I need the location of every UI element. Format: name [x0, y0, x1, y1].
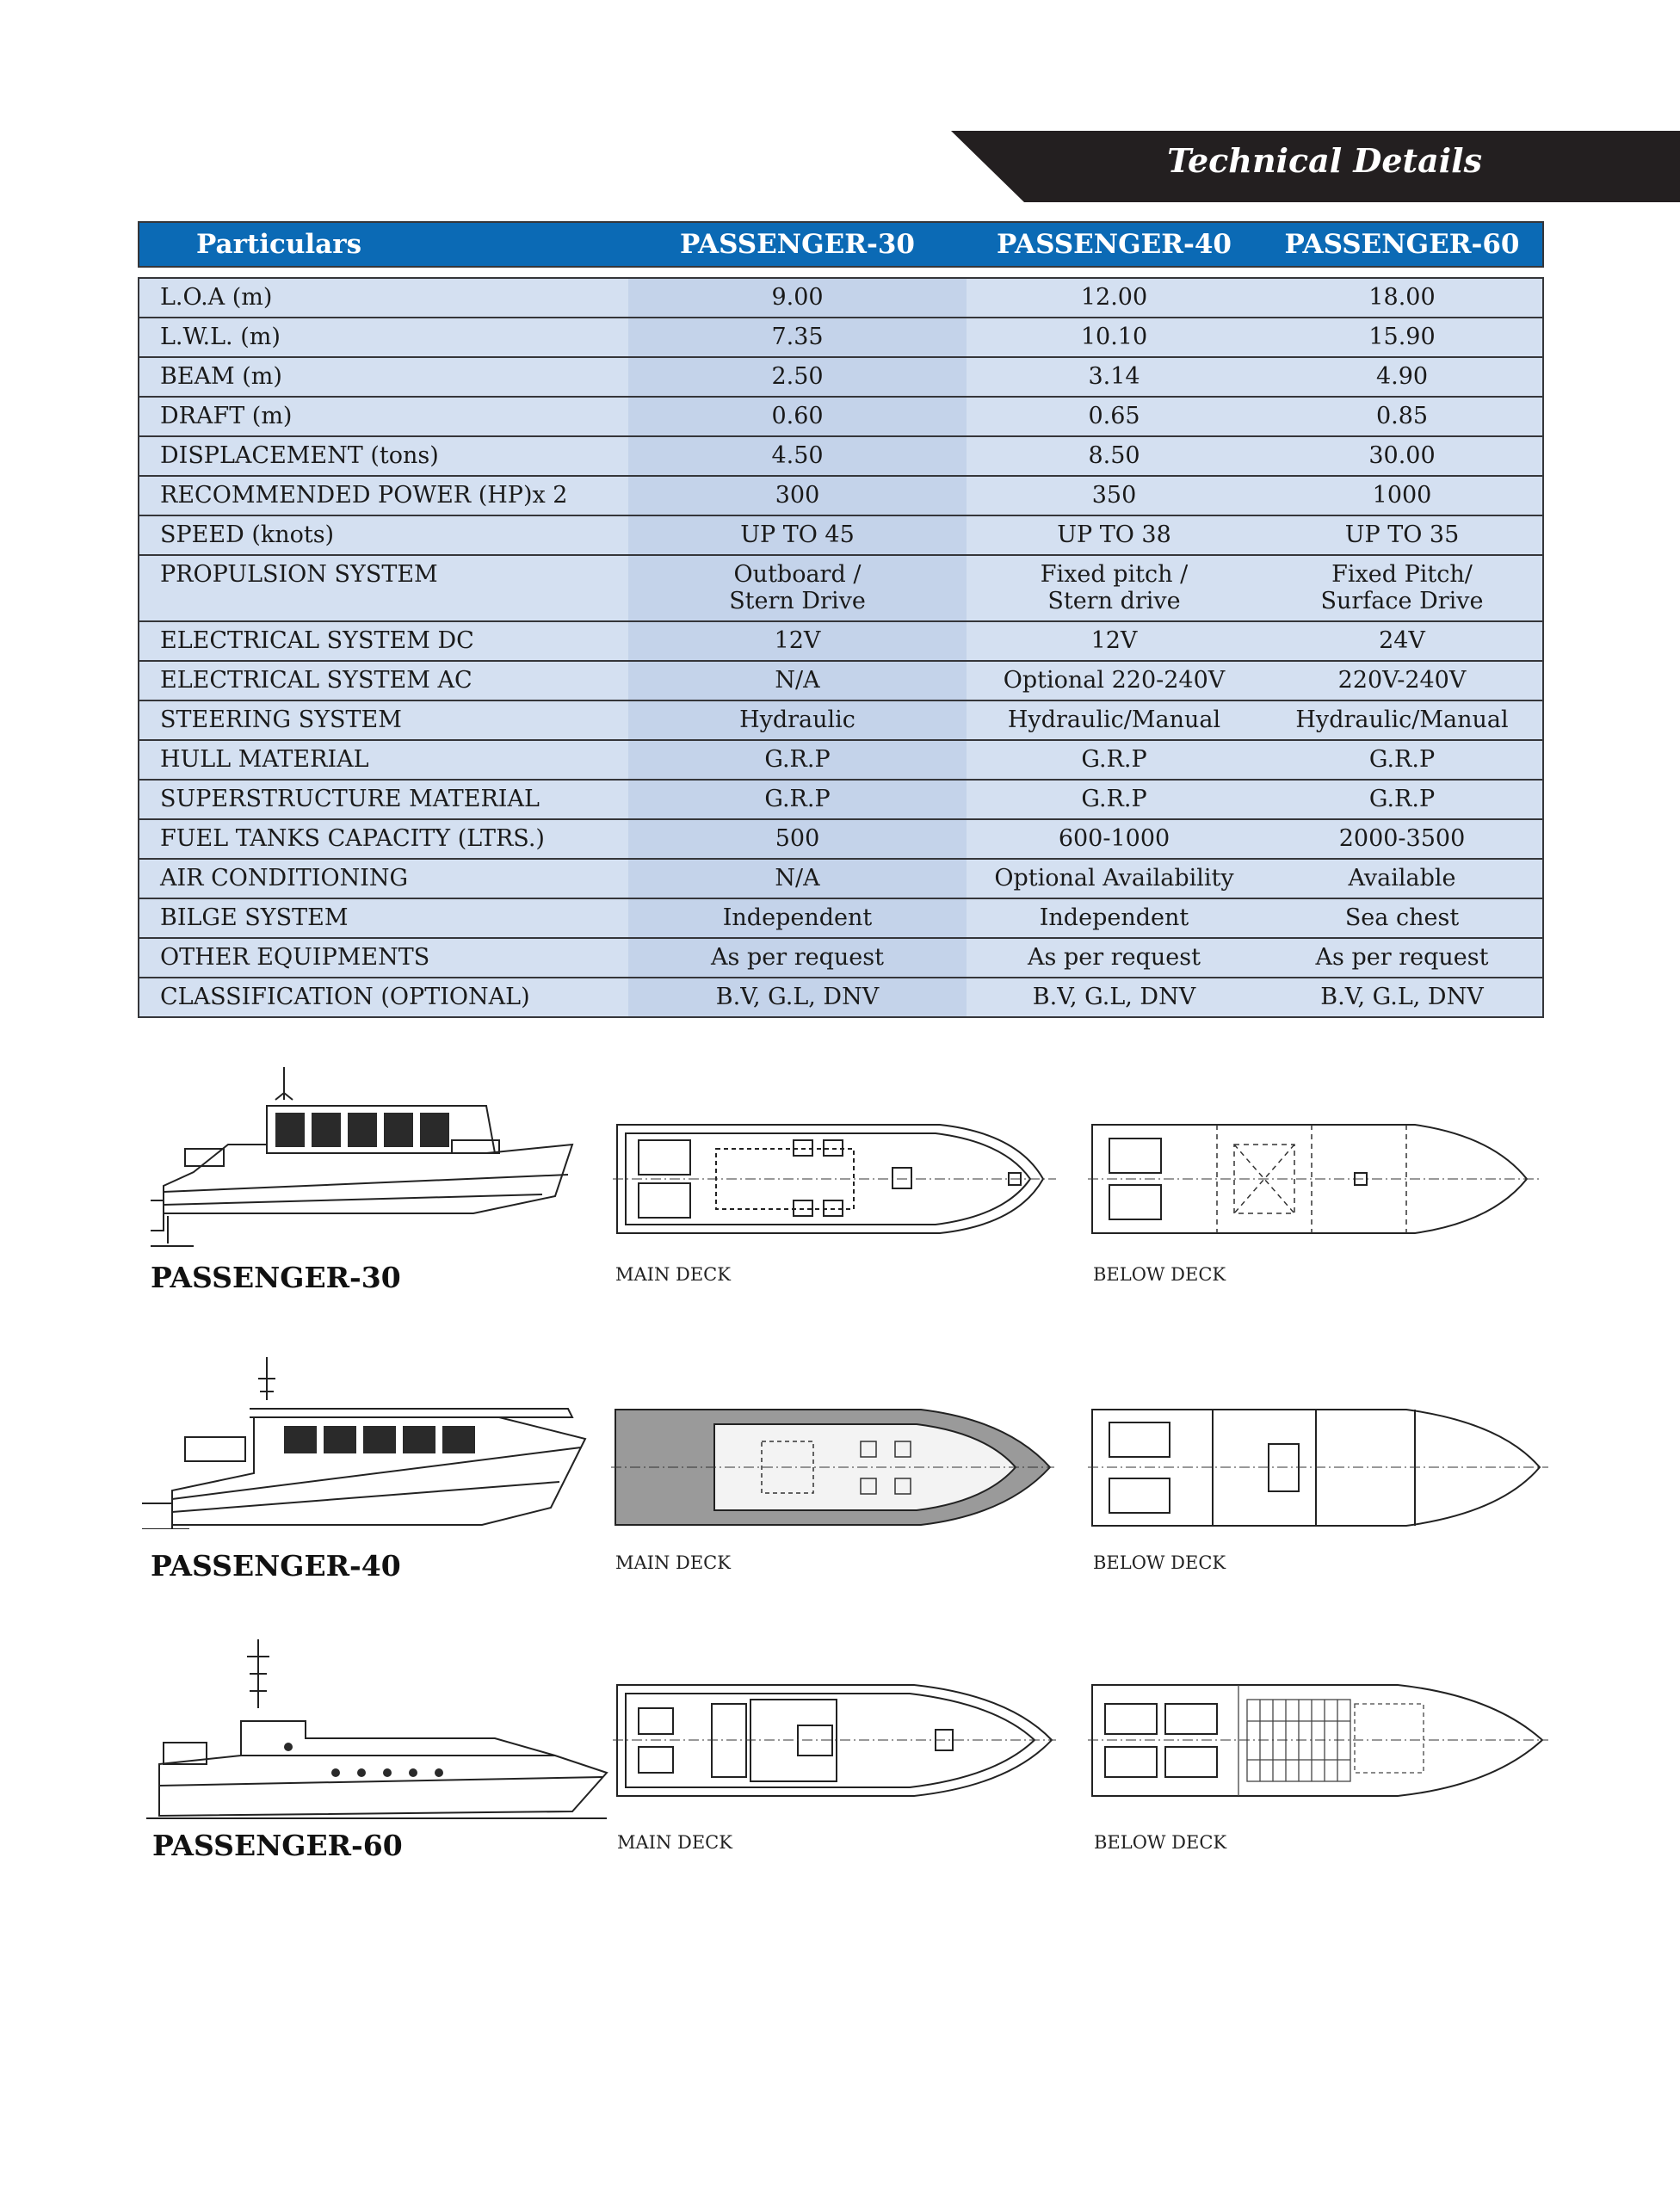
passenger-30-main-deck-caption: MAIN DECK	[615, 1264, 731, 1285]
cell-passenger-30: Outboard / Stern Drive	[628, 556, 967, 622]
cell-passenger-30: G.R.P	[628, 781, 967, 820]
row-label: L.O.A (m)	[138, 277, 628, 318]
passenger-30-title: PASSENGER-30	[151, 1261, 401, 1294]
cell-passenger-30: UP TO 45	[628, 516, 967, 556]
row-label: AIR CONDITIONING	[138, 860, 628, 899]
cell-passenger-60: 0.85	[1262, 398, 1544, 437]
passenger-60-below-deck-caption: BELOW DECK	[1094, 1832, 1227, 1853]
column-header-passenger-30: PASSENGER-30	[628, 221, 967, 268]
cell-passenger-60: G.R.P	[1262, 741, 1544, 781]
cell-passenger-60: 4.90	[1262, 358, 1544, 398]
table-header-row	[138, 221, 1544, 268]
cell-passenger-60: 2000-3500	[1262, 820, 1544, 860]
cell-passenger-40: 3.14	[967, 358, 1262, 398]
passenger-30-main-deck-drawing	[613, 1114, 1060, 1243]
table-row	[138, 622, 1544, 662]
passenger-60-main-deck-caption: MAIN DECK	[617, 1832, 732, 1853]
table-row	[138, 556, 1544, 622]
passenger-60-profile-drawing	[142, 1635, 611, 1824]
cell-passenger-60: As per request	[1262, 939, 1544, 978]
cell-passenger-60: Available	[1262, 860, 1544, 899]
cell-passenger-40: B.V, G.L, DNV	[967, 978, 1262, 1018]
cell-passenger-30: 7.35	[628, 318, 967, 358]
table-row	[138, 398, 1544, 437]
cell-passenger-60: B.V, G.L, DNV	[1262, 978, 1544, 1018]
row-label: SUPERSTRUCTURE MATERIAL	[138, 781, 628, 820]
cell-passenger-40: 12V	[967, 622, 1262, 662]
technical-details-banner	[951, 131, 1680, 202]
table-row	[138, 781, 1544, 820]
cell-passenger-60: G.R.P	[1262, 781, 1544, 820]
cell-passenger-40: Hydraulic/Manual	[967, 701, 1262, 741]
passenger-30-below-deck-caption: BELOW DECK	[1093, 1264, 1226, 1285]
row-label: OTHER EQUIPMENTS	[138, 939, 628, 978]
passenger-40-below-deck-caption: BELOW DECK	[1093, 1552, 1226, 1573]
cell-passenger-30: 300	[628, 477, 967, 516]
passenger-40-profile-drawing	[138, 1353, 602, 1529]
table-row	[138, 820, 1544, 860]
table-row	[138, 662, 1544, 701]
passenger-40-below-deck-drawing	[1088, 1401, 1553, 1534]
row-label: L.W.L. (m)	[138, 318, 628, 358]
passenger-30-profile-drawing	[146, 1058, 577, 1252]
cell-passenger-40: Fixed pitch / Stern drive	[967, 556, 1262, 622]
column-header-passenger-60: PASSENGER-60	[1262, 221, 1544, 268]
cell-passenger-30: 12V	[628, 622, 967, 662]
table-row	[138, 516, 1544, 556]
cell-passenger-40: As per request	[967, 939, 1262, 978]
table-row	[138, 978, 1544, 1018]
table-body	[138, 277, 1544, 1018]
table-row	[138, 358, 1544, 398]
cell-passenger-40: UP TO 38	[967, 516, 1262, 556]
cell-passenger-40: Optional 220-240V	[967, 662, 1262, 701]
cell-passenger-60: 24V	[1262, 622, 1544, 662]
cell-passenger-60: 220V-240V	[1262, 662, 1544, 701]
passenger-60-main-deck-drawing	[613, 1678, 1060, 1803]
table-row	[138, 277, 1544, 318]
row-label: CLASSIFICATION (OPTIONAL)	[138, 978, 628, 1018]
table-row	[138, 477, 1544, 516]
cell-passenger-40: Independent	[967, 899, 1262, 939]
cell-passenger-40: 0.65	[967, 398, 1262, 437]
cell-passenger-30: N/A	[628, 662, 967, 701]
cell-passenger-40: 350	[967, 477, 1262, 516]
cell-passenger-60: Fixed Pitch/ Surface Drive	[1262, 556, 1544, 622]
table-row	[138, 437, 1544, 477]
cell-passenger-30: 9.00	[628, 277, 967, 318]
cell-passenger-60: 18.00	[1262, 277, 1544, 318]
cell-passenger-30: B.V, G.L, DNV	[628, 978, 967, 1018]
cell-passenger-30: 0.60	[628, 398, 967, 437]
row-label: PROPULSION SYSTEM	[138, 556, 628, 622]
table-row	[138, 899, 1544, 939]
cell-passenger-60: 15.90	[1262, 318, 1544, 358]
row-label: ELECTRICAL SYSTEM DC	[138, 622, 628, 662]
row-label: SPEED (knots)	[138, 516, 628, 556]
row-label: BEAM (m)	[138, 358, 628, 398]
passenger-40-main-deck-drawing	[611, 1403, 1059, 1532]
passenger-60-below-deck-drawing	[1088, 1678, 1553, 1803]
cell-passenger-60: UP TO 35	[1262, 516, 1544, 556]
cell-passenger-30: As per request	[628, 939, 967, 978]
page-title: Technical Details	[1167, 141, 1482, 180]
cell-passenger-30: G.R.P	[628, 741, 967, 781]
cell-passenger-40: 12.00	[967, 277, 1262, 318]
row-label: RECOMMENDED POWER (HP)x 2	[138, 477, 628, 516]
cell-passenger-40: 8.50	[967, 437, 1262, 477]
table-row	[138, 741, 1544, 781]
row-label: DISPLACEMENT (tons)	[138, 437, 628, 477]
technical-details-table	[138, 221, 1544, 1018]
row-label: FUEL TANKS CAPACITY (LTRS.)	[138, 820, 628, 860]
cell-passenger-30: Hydraulic	[628, 701, 967, 741]
table-row	[138, 701, 1544, 741]
passenger-60-title: PASSENGER-60	[152, 1829, 403, 1862]
passenger-40-main-deck-caption: MAIN DECK	[615, 1552, 731, 1573]
table-row	[138, 939, 1544, 978]
cell-passenger-30: Independent	[628, 899, 967, 939]
row-label: STEERING SYSTEM	[138, 701, 628, 741]
cell-passenger-30: N/A	[628, 860, 967, 899]
cell-passenger-40: 600-1000	[967, 820, 1262, 860]
cell-passenger-40: G.R.P	[967, 741, 1262, 781]
column-header-passenger-40: PASSENGER-40	[967, 221, 1262, 268]
cell-passenger-60: Hydraulic/Manual	[1262, 701, 1544, 741]
table-row	[138, 318, 1544, 358]
row-label: HULL MATERIAL	[138, 741, 628, 781]
cell-passenger-60: Sea chest	[1262, 899, 1544, 939]
table-row	[138, 860, 1544, 899]
cell-passenger-40: G.R.P	[967, 781, 1262, 820]
passenger-30-below-deck-drawing	[1088, 1114, 1544, 1243]
cell-passenger-30: 500	[628, 820, 967, 860]
cell-passenger-60: 1000	[1262, 477, 1544, 516]
passenger-40-title: PASSENGER-40	[151, 1549, 401, 1583]
cell-passenger-60: 30.00	[1262, 437, 1544, 477]
row-label: BILGE SYSTEM	[138, 899, 628, 939]
row-label: DRAFT (m)	[138, 398, 628, 437]
cell-passenger-40: Optional Availability	[967, 860, 1262, 899]
row-label: ELECTRICAL SYSTEM AC	[138, 662, 628, 701]
cell-passenger-30: 2.50	[628, 358, 967, 398]
column-header-particulars: Particulars	[138, 221, 628, 268]
cell-passenger-30: 4.50	[628, 437, 967, 477]
cell-passenger-40: 10.10	[967, 318, 1262, 358]
